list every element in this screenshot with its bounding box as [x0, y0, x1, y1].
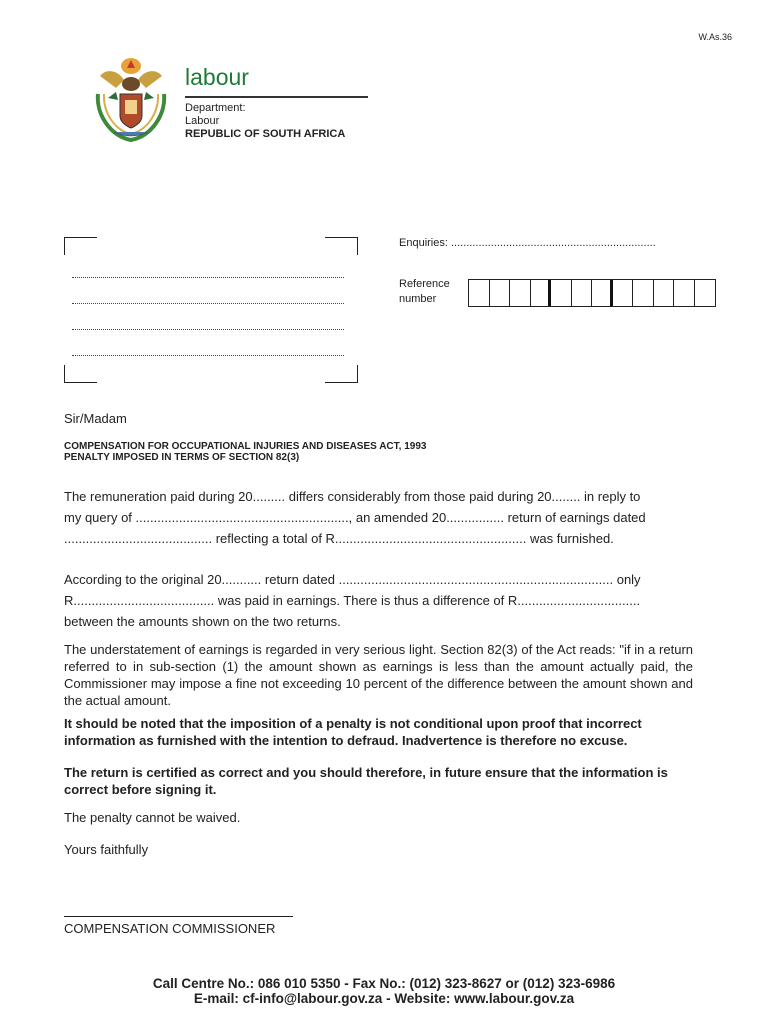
closing: Yours faithfully: [64, 842, 149, 857]
country-name: REPUBLIC OF SOUTH AFRICA: [185, 128, 346, 140]
ref-digit-box[interactable]: [551, 280, 572, 306]
subject-line: PENALTY IMPOSED IN TERMS OF SECTION 82(3): [64, 452, 300, 463]
reference-number-label: [399, 277, 450, 307]
address-line[interactable]: [72, 303, 344, 304]
salutation: Sir/Madam: [64, 411, 127, 426]
footer-contact: Call Centre No.: 086 010 5350 - Fax No.: (012) 323-8627 or (012) 323-6986: [152, 976, 616, 991]
address-line[interactable]: [72, 355, 344, 356]
ref-digit-box[interactable]: [490, 280, 511, 306]
department-name: labour: [185, 64, 249, 90]
reference-label-line: Reference: [399, 278, 450, 290]
coat-of-arms-logo: [92, 54, 170, 146]
department-label: Department:: [185, 102, 246, 114]
paragraph-section-82: The understatement of earnings is regarded in very serious light. Section 82(3) of the Act reads: "if in a return referred to in sub-section (1) the amount shown as earnings is less than the amount actually paid, the Commissioner may impose a fine not exceeding 10 percent of the difference between the amount shown and the actual amount.: [64, 642, 693, 708]
paragraph-remuneration: [64, 486, 704, 549]
signatory-title: COMPENSATION COMMISSIONER: [64, 921, 276, 936]
address-line[interactable]: [72, 329, 344, 330]
address-corner-bottom-left: [64, 365, 97, 383]
paragraph-certified: The return is certified as correct and you should therefore, in future ensure that the information is correct before signing it.: [64, 765, 668, 797]
signature-line: [64, 916, 293, 917]
form-code: W.As.36: [698, 32, 732, 42]
paragraph-no-waiver: The penalty cannot be waived.: [64, 810, 241, 825]
ref-digit-box[interactable]: [592, 280, 613, 306]
paragraph-original-return: [64, 569, 704, 632]
address-corner-bottom-right: [325, 365, 358, 383]
paragraph-line: my query of ..........................................................., an amended 20................ return of earnings dated: [64, 510, 646, 525]
paragraph-line: ......................................... reflecting a total of R..................................................... was furnished.: [64, 531, 614, 546]
address-line[interactable]: [72, 277, 344, 278]
subject-line: COMPENSATION FOR OCCUPATIONAL INJURIES AND DISEASES ACT, 1993: [64, 441, 427, 452]
ref-digit-box[interactable]: [695, 280, 716, 306]
department-title: Labour: [185, 115, 220, 127]
ref-digit-box[interactable]: [633, 280, 654, 306]
letter-subject: [64, 441, 426, 463]
ref-digit-box[interactable]: [654, 280, 675, 306]
ref-digit-box[interactable]: [613, 280, 634, 306]
address-corner-top-left: [64, 237, 97, 255]
footer-web: E-mail: cf-info@labour.gov.za - Website: www.labour.gov.za: [193, 991, 575, 1006]
enquiries-field[interactable]: Enquiries: ...................................................................: [399, 237, 656, 249]
paragraph-line: between the amounts shown on the two returns.: [64, 614, 341, 629]
paragraph-no-excuse: It should be noted that the imposition of a penalty is not conditional upon proof that incorrect information as furnished with the intention to defraud. Inadvertence is therefore no excuse.: [64, 716, 642, 748]
ref-digit-box[interactable]: [469, 280, 490, 306]
paragraph-line: According to the original 20........... return dated ............................................................................ only: [64, 572, 641, 587]
ref-digit-box[interactable]: [510, 280, 531, 306]
reference-label-line: number: [399, 293, 437, 305]
ref-digit-box[interactable]: [531, 280, 552, 306]
ref-digit-box[interactable]: [674, 280, 695, 306]
header-divider: [185, 96, 368, 98]
address-corner-top-right: [325, 237, 358, 255]
paragraph-line: R....................................... was paid in earnings. There is thus a difference of R..................................: [64, 593, 641, 608]
paragraph-line: The remuneration paid during 20......... differs considerably from those paid during 20........ in reply to: [64, 489, 641, 504]
reference-number-boxes[interactable]: [468, 279, 716, 307]
ref-digit-box[interactable]: [572, 280, 593, 306]
